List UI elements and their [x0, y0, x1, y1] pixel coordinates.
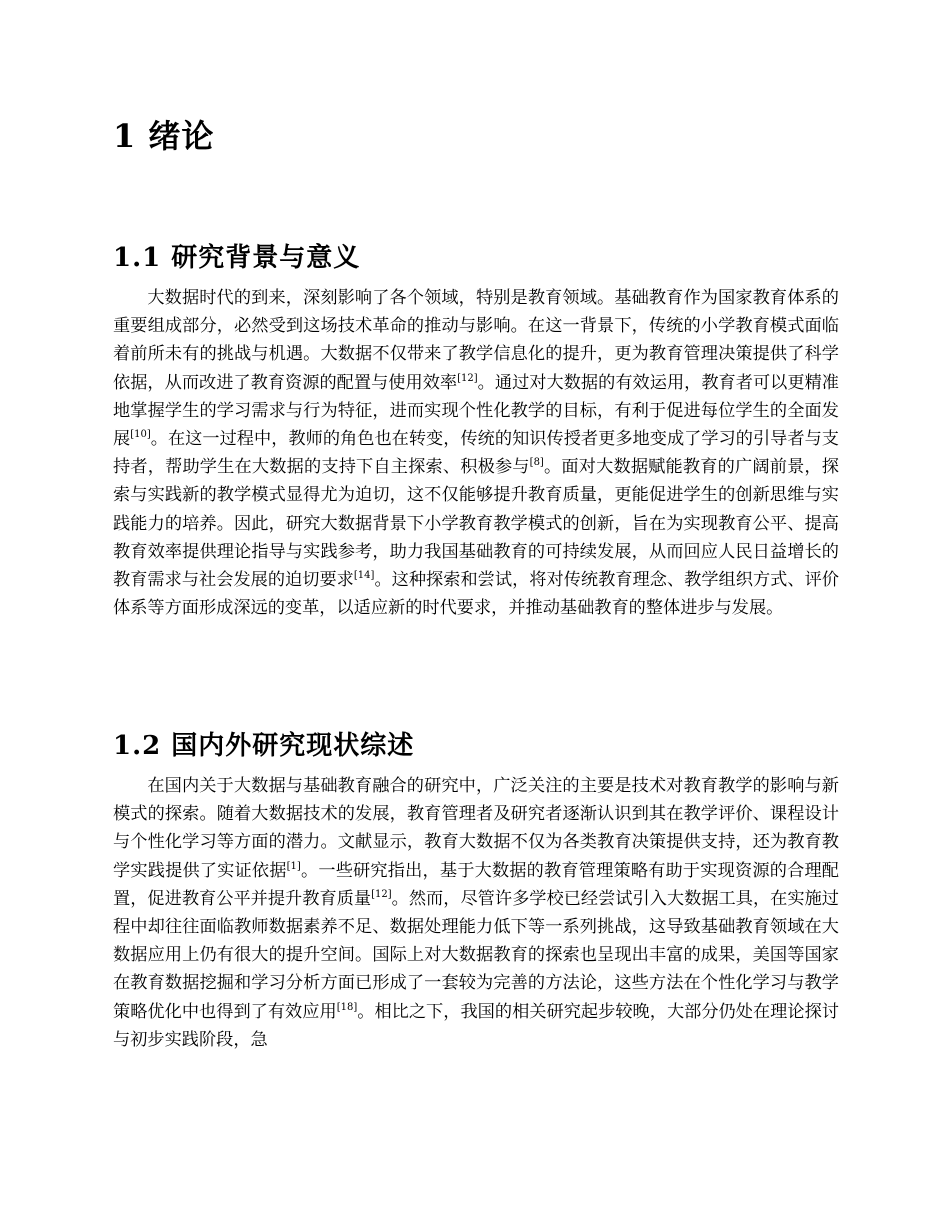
citation-ref: [14]	[353, 570, 375, 582]
paragraph-text: 。然而，尽管许多学校已经尝试引入大数据工具，在实施过程中却往往面临教师数据素养不足、数据处理能力低下等一系列挑战，这导致基础教育领域在大数据应用上仍有很大的提升空间。国际上对大数据教育的探索也呈现出丰富的成果，美国等国家在教育数据挖掘和学习分析方面已形成了一套较为完善的方法论，这些方法在个性化学习与教学策略优化中也得到了有效应用	[113, 888, 839, 1022]
citation-ref: [12]	[371, 888, 392, 900]
paragraph-text: 。相比之下，我国的相关研究起步较晚，大部分仍处在理论探讨与初步实践阶段，急	[113, 1001, 839, 1050]
citation-ref: [8]	[529, 457, 544, 469]
section-literature-review	[113, 726, 839, 1054]
paragraph-text: 。在这一过程中，教师的角色也在转变，传统的知识传授者更多地变成了学习的引导者与支持者，帮助学生在大数据的支持下自主探索、积极参与	[113, 429, 839, 478]
paragraph-text: 大数据时代的到来，深刻影响了各个领域，特别是教育领域。基础教育作为国家教育体系的重要组成部分，必然受到这场技术革命的推动与影响。在这一背景下，传统的小学教育模式面临着前所未有的挑战与机遇。大数据不仅带来了教学信息化的提升，更为教育管理决策提供了科学依据，从而改进了教育资源的配置与使用效率	[113, 288, 839, 393]
section-paragraph	[113, 772, 839, 1054]
citation-ref: [18]	[336, 1001, 358, 1013]
section-title: 1.1 研究背景与意义	[113, 243, 361, 273]
section-paragraph	[113, 284, 839, 622]
section-research-background	[113, 238, 839, 622]
paragraph-text: 在国内关于大数据与基础教育融合的研究中，广泛关注的主要是技术对教育教学的影响与新模式的探索。随着大数据技术的发展，教育管理者及研究者逐渐认识到其在教学评价、课程设计与个性化学习等方面的潜力。文献显示，教育大数据不仅为各类教育决策提供支持，还为教育教学实践提供了实证依据	[113, 776, 839, 881]
paragraph-text: 。通过对大数据的有效运用，教育者可以更精准地掌握学生的学习需求与行为特征，进而实现个性化教学的目标，有利于促进每位学生的全面发展	[113, 372, 839, 450]
section-title: 1.2 国内外研究现状综述	[113, 731, 415, 761]
paragraph-text: 。面对大数据赋能教育的广阔前景，探索与实践新的教学模式显得尤为迫切，这不仅能够提升教育质量，更能促进学生的创新思维与实践能力的培养。因此，研究大数据背景下小学教育教学模式的创新，旨在为实现教育公平、提高教育效率提供理论指导与实践参考，助力我国基础教育的可持续发展，从而回应人民日益增长的教育需求与社会发展的迫切要求	[113, 457, 839, 591]
paragraph-text: 。这种探索和尝试，将对传统教育理念、教学组织方式、评价体系等方面形成深远的变革，以适应新的时代要求，并推动基础教育的整体进步与发展。	[113, 570, 839, 619]
citation-ref: [12]	[457, 372, 478, 384]
chapter-title: 1 绪论	[113, 117, 215, 155]
paragraph-text: 。一些研究指出，基于大数据的教育管理策略有助于实现资源的合理配置，促进教育公平并提升教育质量	[113, 860, 839, 909]
citation-ref: [10]	[130, 429, 151, 441]
citation-ref: [1]	[286, 860, 301, 872]
